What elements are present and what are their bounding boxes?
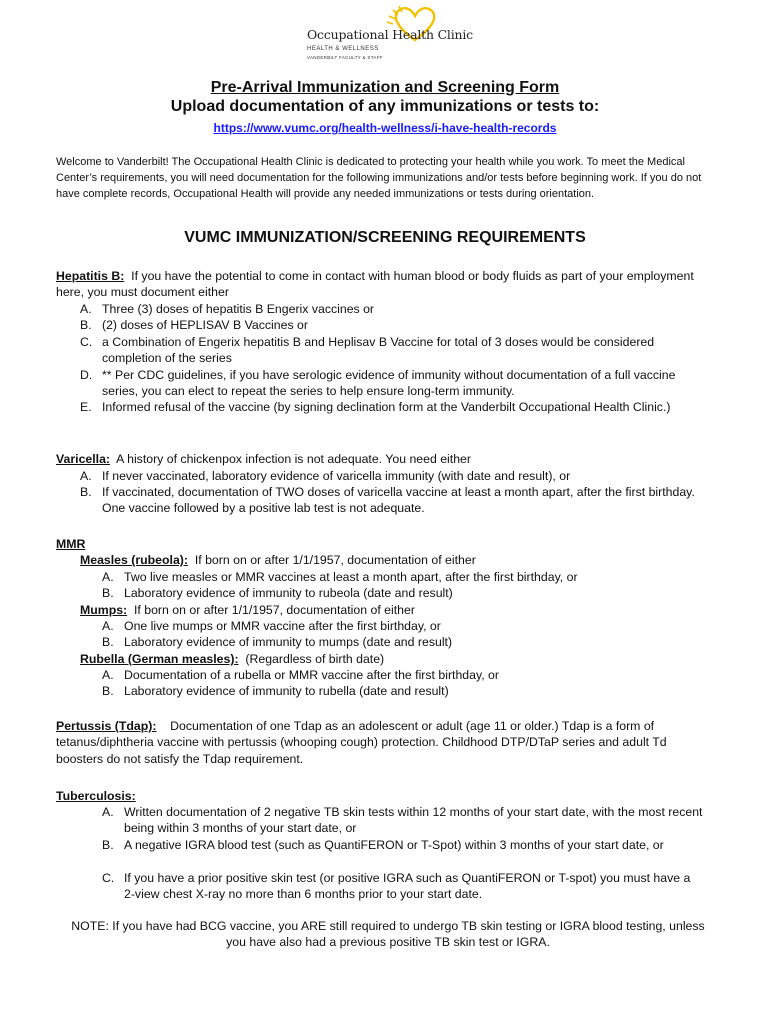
rubella-intro [80,651,720,667]
requirements-title: VUMC IMMUNIZATION/SCREENING REQUIREMENTS [184,229,586,246]
measles-intro [80,552,720,568]
list-item [102,804,712,837]
list-item [102,569,722,585]
list-item-text: Three (3) doses of hepatitis B Engerix vaccines or [102,302,375,316]
list-item [80,484,700,517]
varicella-intro-text: A history of chickenpox infection is not adequate. You need either [116,452,471,466]
list-item-text: One live mumps or MMR vaccine after the first birthday, or [124,619,441,633]
list-item [80,468,720,484]
pertussis-text: Documentation of one Tdap as an adolescent or adult (age 11 or older.) Tdap is a form of tetanus/diphtheria vaccine with pertussis (whooping cough) protection. Childhood DTP/DTaP series and adult Td boosters do not satisfy the Tdap requirement. [56,719,667,766]
list-marker: A. [102,570,114,584]
hepatitis-b-label: Hepatitis B: [56,269,125,283]
list-item [102,634,722,650]
list-item-text: If never vaccinated, laboratory evidence of varicella immunity (with date and result), or [102,469,571,483]
list-item [80,334,680,367]
clinic-logo [305,4,473,66]
list-item-text: Two live measles or MMR vaccines at least a month apart, after the first birthday, or [124,570,578,584]
varicella-label: Varicella: [56,452,111,466]
list-marker: B. [102,635,114,649]
logo-tagline: VANDERBILT FACULTY & STAFF [307,55,383,60]
list-marker: A. [80,469,92,483]
list-item [102,837,692,853]
list-item [102,618,722,634]
list-item [80,317,720,333]
list-marker: A. [102,619,114,633]
list-marker: E. [80,400,92,414]
list-marker: A. [102,805,114,819]
list-item [102,585,722,601]
form-title: Pre-Arrival Immunization and Screening Form [210,79,560,96]
list-item-text: Documentation of a rubella or MMR vaccine after the first birthday, or [124,668,499,682]
list-item-text: If you have a prior positive skin test (or positive IGRA such as QuantiFERON or T-spot) you must have a 2-view chest X-ray no more than 6 months prior to your start date. [124,871,691,902]
hepatitis-b-intro [56,268,716,301]
list-item-text: a Combination of Engerix hepatitis B and Heplisav B Vaccine for total of 3 doses would be considered completion of the series [102,335,655,366]
list-item-text: Informed refusal of the vaccine (by signing declination form at the Vanderbilt Occupational Health Clinic.) [102,400,671,414]
list-item [80,399,700,415]
list-marker: D. [80,368,93,382]
mumps-intro [80,602,720,618]
list-item-text: ** Per CDC guidelines, if you have serologic evidence of immunity without documentation of a full vaccine series, you can elect to repeat the series to help ensure long-term immunity. [102,368,676,399]
mumps-label: Mumps: [80,603,128,617]
list-marker: C. [102,871,115,885]
list-item [102,667,722,683]
pertussis-label: Pertussis (Tdap): [56,719,157,733]
list-item-text: Written documentation of 2 negative TB skin tests within 12 months of your start date, with the most recent being within 3 months of your start date, or [124,805,703,836]
list-marker: B. [102,838,114,852]
measles-label: Measles (rubeola): [80,553,188,567]
mmr-label: MMR [56,537,86,551]
welcome-paragraph: Welcome to Vanderbilt! The Occupational Health Clinic is dedicated to protecting your health while you work. To meet the Medical Center’s requirements, you will need documentation for the following immunizations and/or tests before beginning work. If you do not have complete records, Occupational Health will provide any needed immunizations or tests during orientation. [56,156,702,201]
rubella-intro-text: (Regardless of birth date) [245,652,385,666]
list-marker: B. [102,684,114,698]
varicella-intro [56,451,716,467]
pertussis-paragraph [56,718,716,767]
list-marker: A. [102,668,114,682]
list-item [102,683,722,699]
list-item-text: (2) doses of HEPLISAV B Vaccines or [102,318,308,332]
list-item [80,367,705,400]
upload-instruction: Upload documentation of any immunizations or tests to: [170,98,600,115]
list-item-text: If vaccinated, documentation of TWO doses of varicella vaccine at least a month apart, after the first birthday. One vaccine followed by a positive lab test is not adequate. [102,485,695,516]
list-item-text: Laboratory evidence of immunity to rubeola (date and result) [124,586,453,600]
list-marker: C. [80,335,93,349]
logo-subtitle: HEALTH & WELLNESS [307,46,379,52]
list-marker: B. [102,586,114,600]
mumps-intro-text: If born on or after 1/1/1957, documentation of either [133,603,415,617]
list-item-text: Laboratory evidence of immunity to mumps (date and result) [124,635,453,649]
tuberculosis-label: Tuberculosis: [56,789,136,803]
measles-intro-text: If born on or after 1/1/1957, documentation of either [194,553,476,567]
hepatitis-b-intro-text: If you have the potential to come in contact with human blood or body fluids as part of your employment here, you must document either [56,269,694,300]
list-item [80,301,720,317]
mmr-heading [56,536,716,552]
list-item-text: Laboratory evidence of immunity to rubella (date and result) [124,684,449,698]
list-item [102,870,702,903]
list-marker: B. [80,485,92,499]
list-marker: A. [80,302,92,316]
logo-title: Occupational Health Clinic [307,27,473,42]
tuberculosis-heading [56,788,716,804]
rubella-label: Rubella (German measles): [80,652,239,666]
health-records-link[interactable]: https://www.vumc.org/health-wellness/i-have-health-records [213,121,557,135]
list-marker: B. [80,318,92,332]
list-item-text: A negative IGRA blood test (such as QuantiFERON or T-Spot) within 3 months of your start date, or [124,838,664,852]
bcg-note: NOTE: If you have had BCG vaccine, you ARE still required to undergo TB skin testing or IGRA blood testing, unless you have also had a previous positive TB skin test or IGRA. [71,919,705,950]
